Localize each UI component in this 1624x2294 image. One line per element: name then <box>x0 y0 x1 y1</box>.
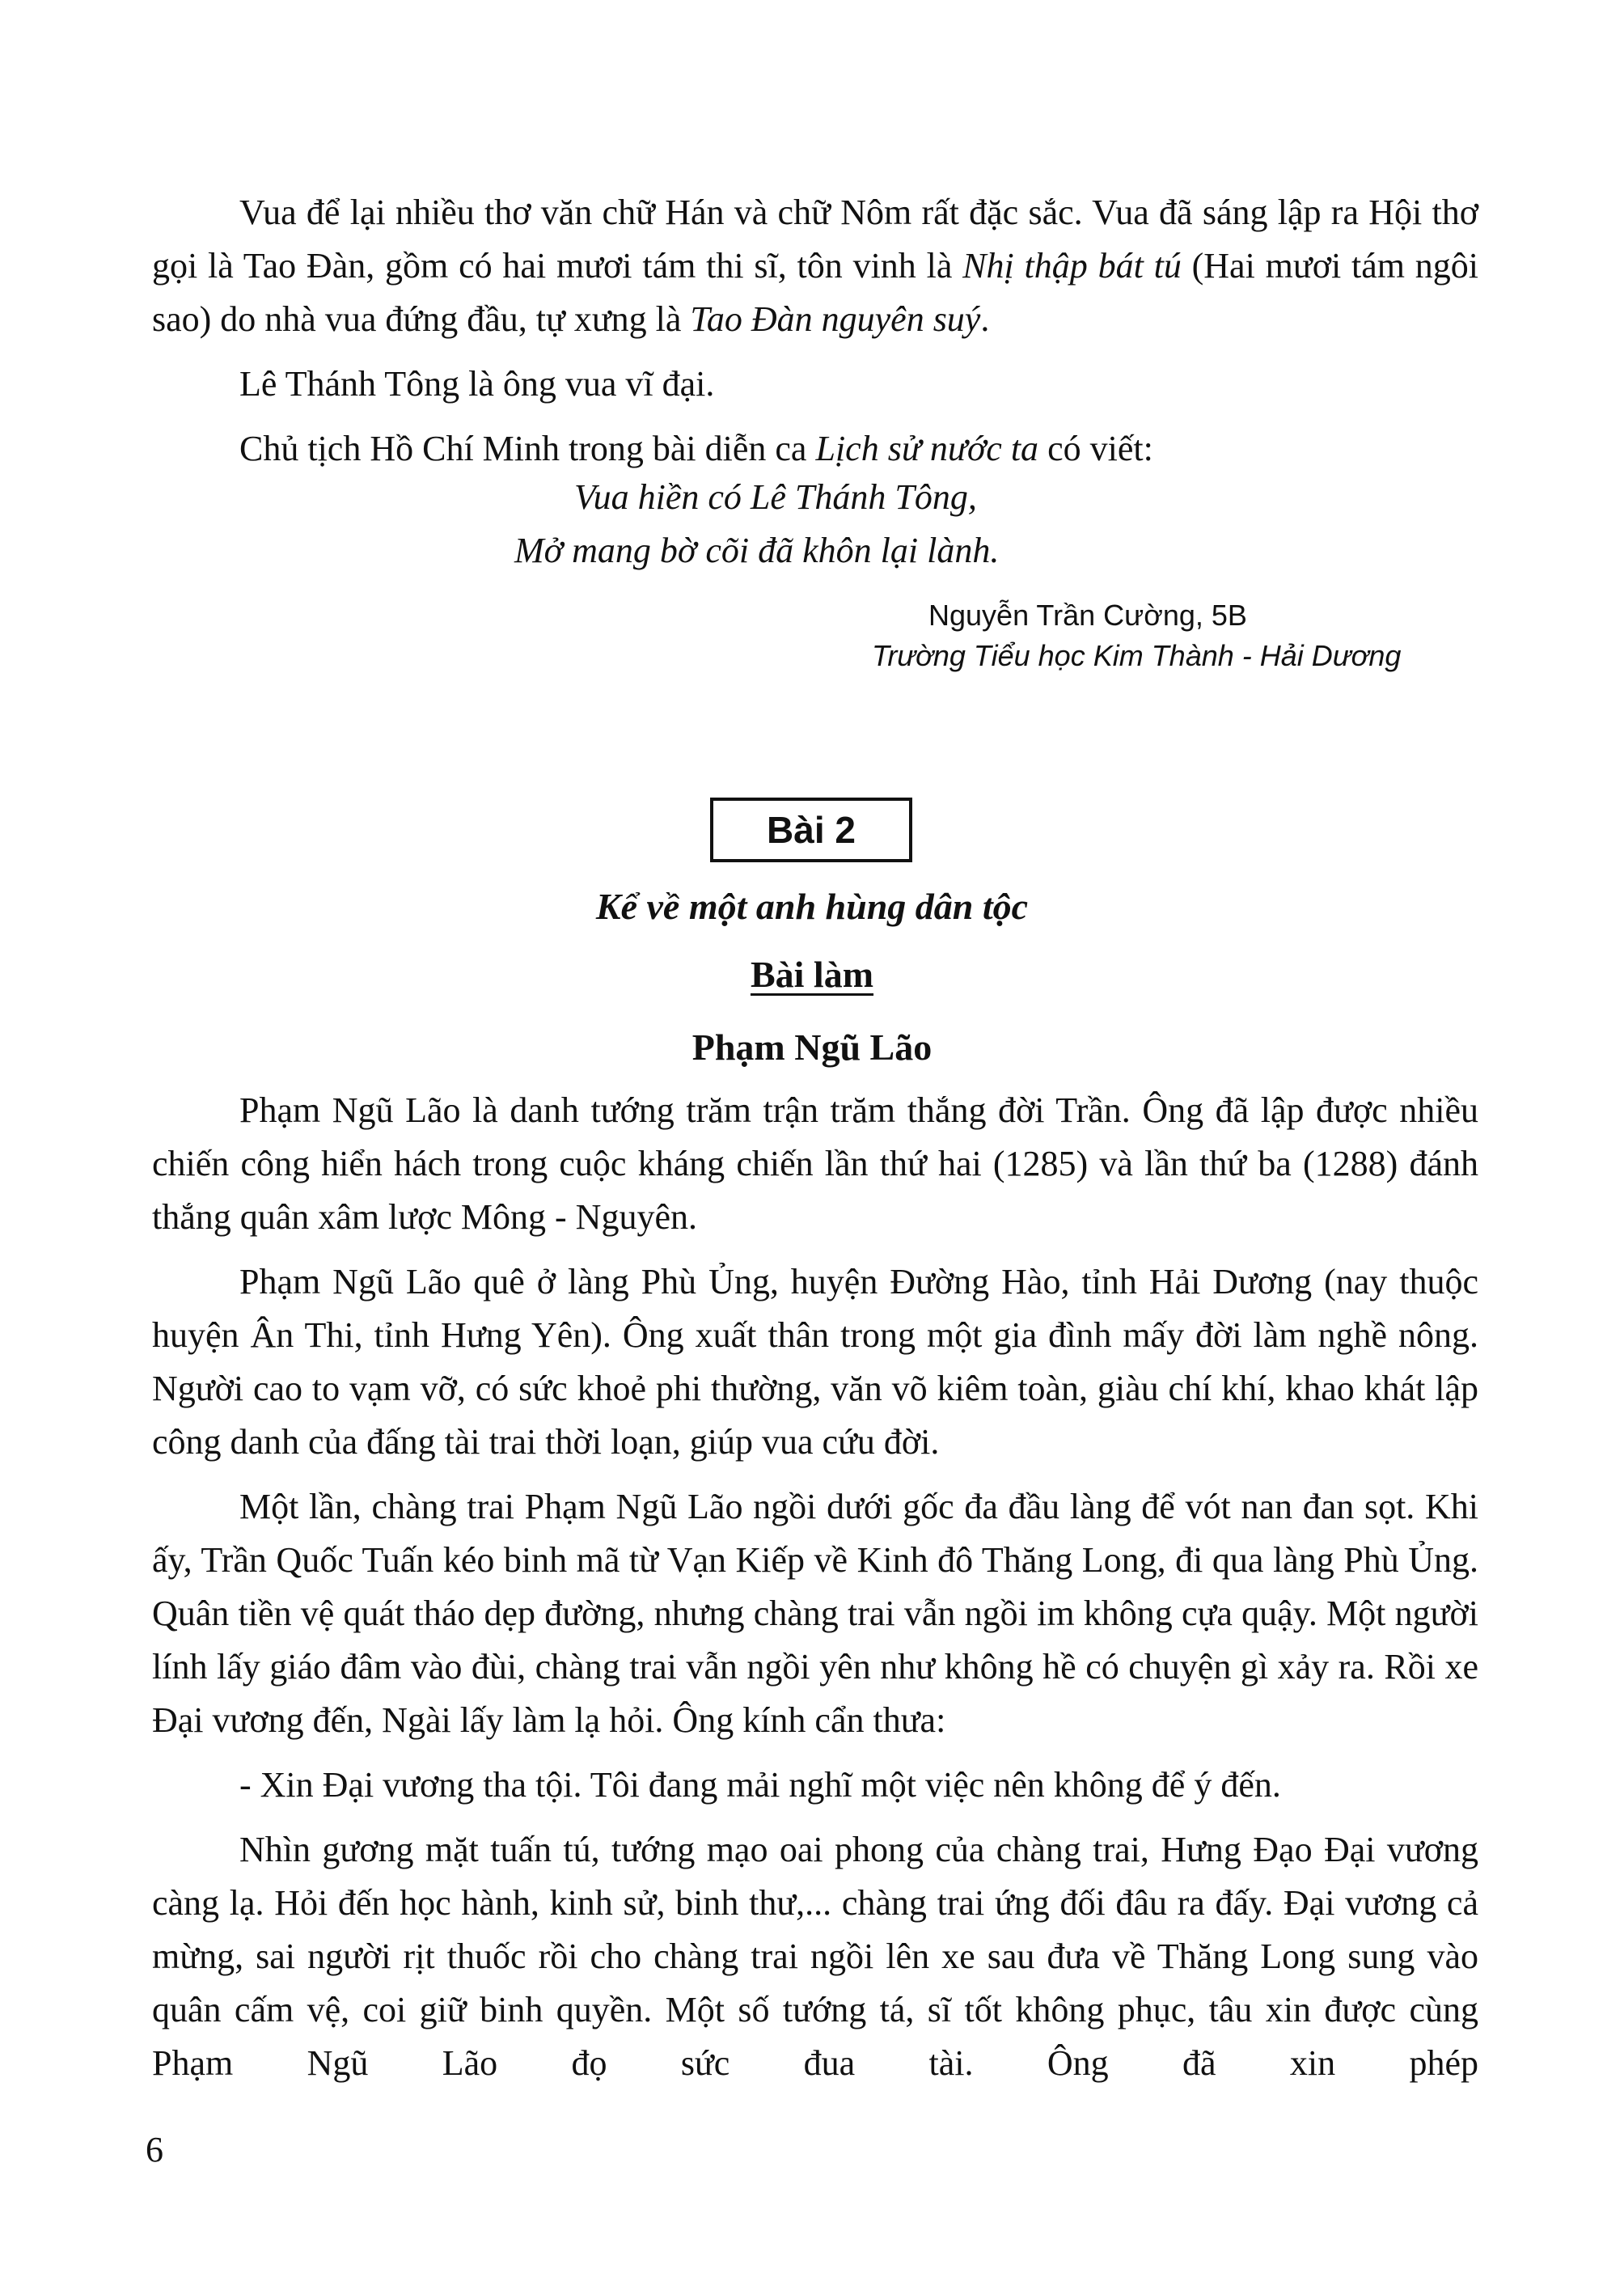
italic-term: Tao Đàn nguyên suý <box>690 299 981 339</box>
body-paragraph-1: Phạm Ngũ Lão là danh tướng trăm trận trăm thắng đời Trần. Ông đã lập được nhiều chiến công hiển hách trong cuộc kháng chiến lần thứ hai (1285) và lần thứ ba (1288) đánh thắng quân xâm lược Mông - Nguyên. <box>152 1090 1478 1237</box>
text-span: có viết: <box>1038 429 1153 468</box>
essay-body <box>152 1084 1478 2090</box>
intro-text <box>152 186 1478 476</box>
intro-paragraph-2: Lê Thánh Tông là ông vua vĩ đại. <box>239 364 715 404</box>
lesson-number: Bài 2 <box>767 809 856 851</box>
italic-term: Lịch sử nước ta <box>815 429 1039 468</box>
text-span: (Hai mươi tám ngôi sao) do nhà vua đứng đầu, tự xưng là <box>152 246 1479 339</box>
verse-line-1: Vua hiền có Lê Thánh Tông, <box>574 477 977 517</box>
body-paragraph-4: - Xin Đại vương tha tội. Tôi đang mải nghĩ một việc nên không để ý đến. <box>239 1765 1281 1805</box>
essay-label-text: Bài làm <box>750 954 874 995</box>
essay-label <box>0 948 1624 1001</box>
intro-paragraph-3 <box>152 422 1478 476</box>
essay-title: Phạm Ngũ Lão <box>691 1026 933 1068</box>
lesson-topic: Kể về một anh hùng dân tộc <box>595 886 1029 927</box>
lesson-number-box <box>710 798 912 862</box>
body-paragraph-3: Một lần, chàng trai Phạm Ngũ Lão ngồi dưới gốc đa đầu làng để vót nan đan sọt. Khi ấy, Trần Quốc Tuấn kéo binh mã từ Vạn Kiếp về Kinh đô Thăng Long, đi qua làng Phù Ủng. Quân tiền vệ quát tháo dẹp đường, nhưng chàng trai vẫn ngồi im không cựa quậy. Một người lính lấy giáo đâm vào đùi, chàng trai vẫn ngồi yên như không hề có chuyện gì xảy ra. Rồi xe Đại vương đến, Ngài lấy làm lạ hỏi. Ông kính cẩn thưa: <box>152 1487 1478 1740</box>
text-span: . <box>980 299 990 339</box>
body-paragraph-2: Phạm Ngũ Lão quê ở làng Phù Ủng, huyện Đường Hào, tỉnh Hải Dương (nay thuộc huyện Ân Thi, tỉnh Hưng Yên). Ông xuất thân trong một gia đình mấy đời làm nghề nông. Người cao to vạm vỡ, có sức khoẻ phi thường, văn võ kiêm toàn, giàu chí khí, khao khát lập công danh của đấng tài trai thời loạn, giúp vua cứu đời. <box>152 1262 1478 1462</box>
body-paragraph-5: Nhìn gương mặt tuấn tú, tướng mạo oai phong của chàng trai, Hưng Đạo Đại vương càng lạ. Hỏi đến học hành, kinh sử, binh thư,... chàng trai ứng đối đâu ra đấy. Đại vương cả mừng, sai người rịt thuốc rồi cho chàng trai ngồi lên xe sau đưa về Thăng Long sung vào quân cấm vệ, coi giữ binh quyền. Một số tướng tá, sĩ tốt không phục, tâu xin được cùng Phạm Ngũ Lão đọ sức đua tài. Ông đã xin phép <box>152 1830 1478 2083</box>
text-span: Chủ tịch Hồ Chí Minh trong bài diễn ca <box>239 429 816 468</box>
italic-term: Nhị thập bát tú <box>962 246 1182 286</box>
text-span: Vua để lại nhiều thơ văn chữ Hán và chữ Nôm rất đặc sắc. Vua đã sáng lập ra Hội thơ gọi là Tao Đàn, gồm có hai mươi tám thi sĩ, tôn vinh là <box>152 193 1478 286</box>
intro-paragraph-1 <box>152 186 1478 346</box>
poem-verse <box>514 471 999 578</box>
author-signature: Nguyễn Trần Cường, 5B <box>928 599 1247 632</box>
school-signature: Trường Tiểu học Kim Thành - Hải Dương <box>872 639 1402 672</box>
page-number: 6 <box>146 2130 163 2169</box>
verse-line-2: Mở mang bờ cõi đã khôn lại lành. <box>514 531 1000 570</box>
